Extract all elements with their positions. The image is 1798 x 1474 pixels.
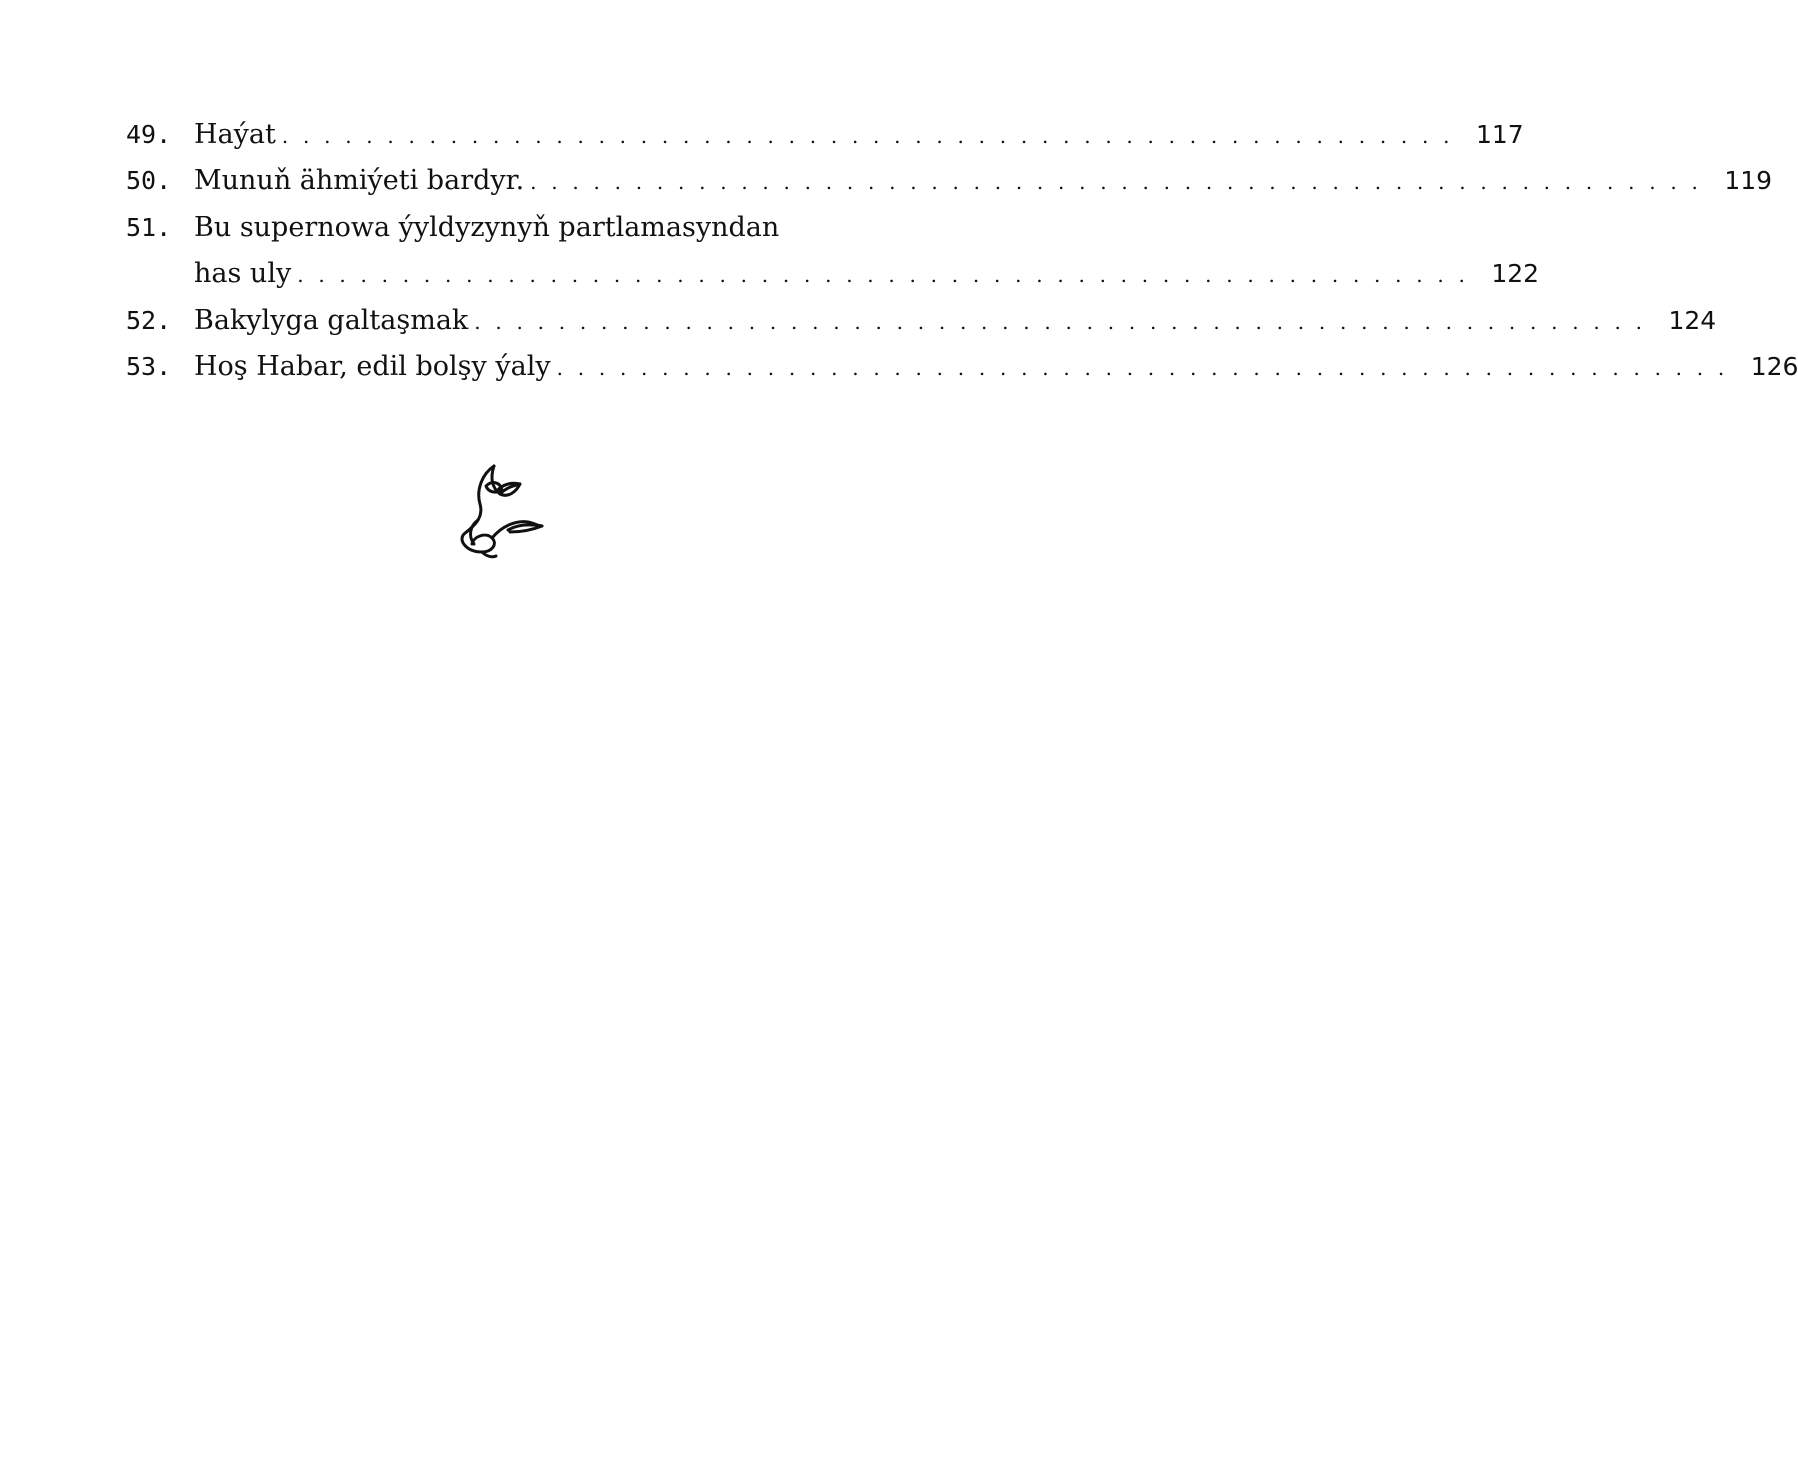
floral-ornament-icon bbox=[456, 460, 548, 562]
dot-leader: . . . . . . . . . . . . . . . . . . . . . . . . . . . . . . . . . . . . . . . . . . . . . . . . . . . . . . . . bbox=[556, 355, 1729, 380]
toc-entry-52[interactable] bbox=[126, 298, 1717, 344]
toc-entry-title-continued: has uly bbox=[194, 258, 292, 290]
toc-entry-53[interactable] bbox=[126, 344, 1798, 390]
toc-entry-49[interactable] bbox=[126, 112, 1524, 158]
toc-entry-title: Haýat bbox=[194, 119, 276, 150]
toc-line bbox=[126, 298, 1717, 344]
toc-line bbox=[126, 344, 1798, 390]
toc-entry-number: 53. bbox=[126, 351, 172, 381]
toc-entry-number: 51. bbox=[126, 212, 172, 242]
toc-entry-title: Bakylyga galtaşmak bbox=[194, 304, 469, 336]
table-of-contents bbox=[126, 112, 1798, 390]
toc-line bbox=[126, 251, 1540, 297]
toc-entry-page: 119 bbox=[1724, 166, 1773, 196]
toc-entry-page: 126 bbox=[1750, 351, 1798, 381]
dot-leader: . . . . . . . . . . . . . . . . . . . . . . . . . . . . . . . . . . . . . . . . . . . . . . . . . . . . . . . . bbox=[281, 124, 1454, 148]
toc-entry-number: 49. bbox=[126, 120, 172, 149]
toc-entry-title: Munuň ähmiýeti bardyr. bbox=[194, 165, 525, 197]
dot-leader: . . . . . . . . . . . . . . . . . . . . . . . . . . . . . . . . . . . . . . . . . . . . . . . . . . . . . . . . bbox=[530, 170, 1703, 195]
toc-entry-page: 122 bbox=[1491, 259, 1540, 289]
toc-entry-51[interactable] bbox=[126, 205, 1540, 298]
toc-entry-number: 52. bbox=[126, 305, 172, 335]
toc-entry-50[interactable] bbox=[126, 158, 1773, 204]
toc-line bbox=[126, 205, 872, 251]
toc-entry-page: 117 bbox=[1476, 120, 1524, 149]
dot-leader: . . . . . . . . . . . . . . . . . . . . . . . . . . . . . . . . . . . . . . . . . . . . . . . . . . . . . . . . bbox=[297, 263, 1470, 288]
toc-entry-title: Hoş Habar, edil bolşy ýaly bbox=[194, 350, 551, 382]
toc-entry-page: 124 bbox=[1668, 305, 1717, 335]
toc-line bbox=[126, 158, 1773, 204]
toc-line bbox=[126, 112, 1524, 158]
toc-entry-title: Bu supernowa ýyldyzynyň partlamasyndan bbox=[194, 211, 780, 243]
toc-entry-number: 50. bbox=[126, 166, 172, 196]
dot-leader: . . . . . . . . . . . . . . . . . . . . . . . . . . . . . . . . . . . . . . . . . . . . . . . . . . . . . . . . bbox=[474, 309, 1647, 334]
